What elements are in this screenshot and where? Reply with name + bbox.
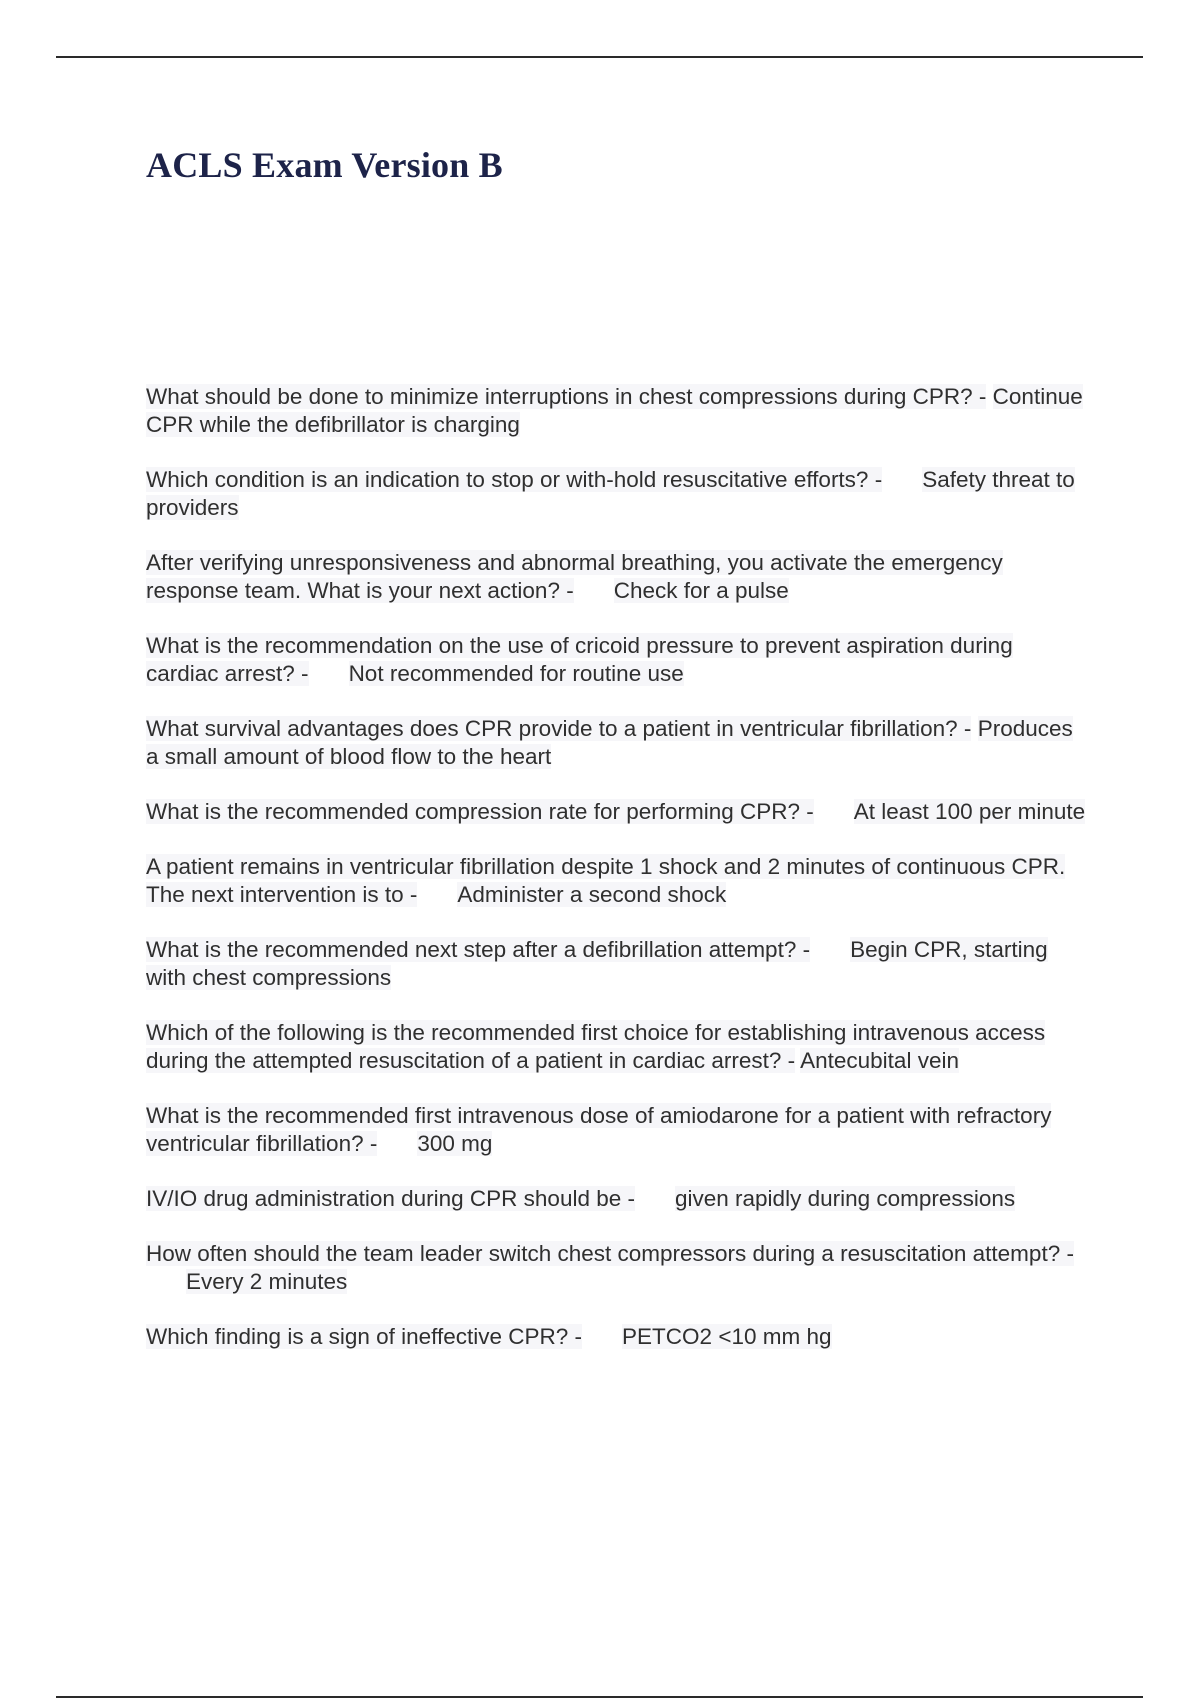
question-text: Which finding is a sign of ineffective CPR? - (146, 1324, 583, 1349)
question-text: Which of the following is the recommended first choice for establishing intravenous access during the attempted resuscitation of a patient in cardiac arrest? - (146, 1020, 1046, 1073)
answer-text: Check for a pulse (613, 578, 789, 603)
answer-text: Antecubital vein (800, 1048, 959, 1073)
page-title: ACLS Exam Version B (146, 145, 503, 185)
question-text: A patient remains in ventricular fibrillation despite 1 shock and 2 minutes of continuous CPR. The next intervention is to - (146, 854, 1066, 907)
answer-text: Safety threat to providers (146, 467, 1075, 520)
question-text: What is the recommended first intravenous dose of amiodarone for a patient with refractory ventricular fibrillation? - (146, 1103, 1052, 1156)
qa-item (146, 632, 1086, 688)
qa-item (146, 798, 1086, 826)
qa-item (146, 1323, 1086, 1351)
qa-list (146, 383, 1086, 1378)
qa-item (146, 1102, 1086, 1158)
question-text: IV/IO drug administration during CPR should be - (146, 1186, 635, 1211)
qa-item (146, 853, 1086, 909)
answer-text: Administer a second shock (457, 882, 727, 907)
qa-item (146, 715, 1086, 771)
bottom-divider (56, 1696, 1143, 1698)
question-text: Which condition is an indication to stop or with-hold resuscitative efforts? - (146, 467, 883, 492)
answer-text: Begin CPR, starting with chest compressions (146, 937, 1048, 990)
qa-item (146, 383, 1086, 439)
question-text: What survival advantages does CPR provide to a patient in ventricular fibrillation? - (146, 716, 972, 741)
question-text: What is the recommendation on the use of cricoid pressure to prevent aspiration during cardiac arrest? - (146, 633, 1013, 686)
answer-text: 300 mg (417, 1131, 493, 1156)
answer-text: Every 2 minutes (186, 1269, 348, 1294)
answer-text: PETCO2 <10 mm hg (622, 1324, 832, 1349)
qa-item (146, 549, 1086, 605)
question-text: After verifying unresponsiveness and abnormal breathing, you activate the emergency response team. What is your next action? - (146, 550, 1003, 603)
answer-text: Produces a small amount of blood flow to the heart (146, 716, 1073, 769)
answer-text: Continue CPR while the defibrillator is charging (146, 384, 1083, 437)
question-text: What is the recommended compression rate for performing CPR? - (146, 799, 814, 824)
qa-item (146, 1240, 1086, 1296)
qa-item (146, 1185, 1086, 1213)
qa-item (146, 466, 1086, 522)
answer-text: given rapidly during compressions (675, 1186, 1016, 1211)
top-divider (56, 56, 1143, 58)
answer-text: At least 100 per minute (853, 799, 1086, 824)
answer-text: Not recommended for routine use (348, 661, 684, 686)
question-text: What is the recommended next step after a defibrillation attempt? - (146, 937, 811, 962)
qa-item (146, 936, 1086, 992)
question-text: How often should the team leader switch chest compressors during a resuscitation attempt? - (146, 1241, 1074, 1266)
question-text: What should be done to minimize interruptions in chest compressions during CPR? - (146, 384, 987, 409)
qa-item (146, 1019, 1086, 1075)
